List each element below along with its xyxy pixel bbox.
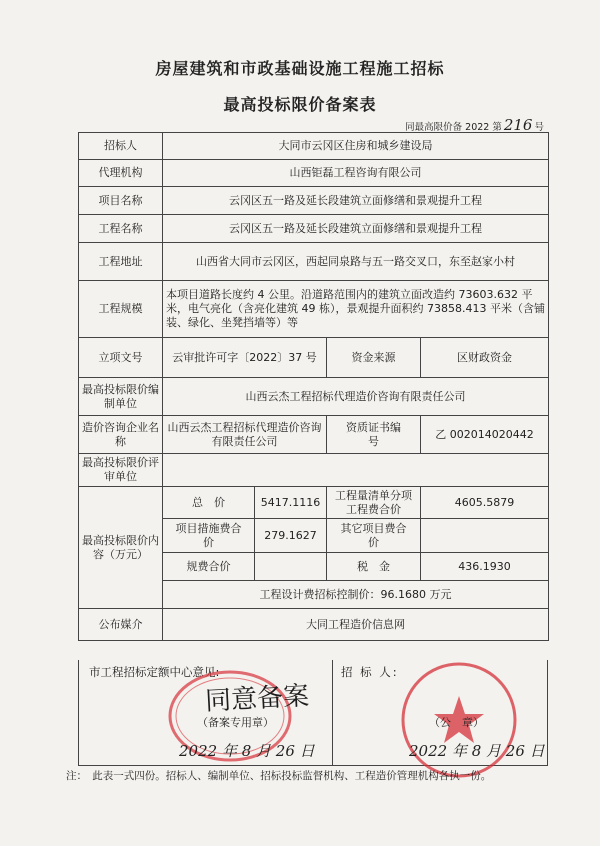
address-label: 工程地址 xyxy=(79,243,163,281)
price-label: 最高投标限价内容（万元） xyxy=(79,487,163,609)
tenderer-value: 大同市云冈区住房和城乡建设局 xyxy=(163,133,549,160)
fees-label: 规费合价 xyxy=(163,553,255,581)
cert-label: 资质证书编 号 xyxy=(327,416,421,454)
document-subtitle: 最高投标限价备案表 xyxy=(223,95,377,114)
other-items-value xyxy=(421,519,549,553)
funds-label: 资金来源 xyxy=(327,338,421,378)
engineering-name-label: 工程名称 xyxy=(79,215,163,243)
official-seal-note: （公 章） xyxy=(429,716,484,729)
doc-number-suffix: 号 xyxy=(534,122,544,133)
design-fee-value: 工程设计费招标控制价：96.1680 万元 xyxy=(163,581,549,609)
reviewer-value xyxy=(163,454,549,487)
tax-value: 436.1930 xyxy=(421,553,549,581)
tenderer-date: 2022 年 8 月 26 日 xyxy=(409,742,545,760)
address-value: 山西省大同市云冈区，西起同泉路与五一路交叉口，东至赵家小村 xyxy=(163,243,549,281)
document-title: 房屋建筑和市政基础设施工程施工招标 xyxy=(155,59,445,78)
subitem-value: 4605.5879 xyxy=(421,487,549,519)
record-seal-note: （备案专用章） xyxy=(197,716,274,729)
agency-label: 代理机构 xyxy=(79,160,163,187)
funds-value: 区财政资金 xyxy=(421,338,549,378)
publish-value: 大同工程造价信息网 xyxy=(163,609,549,641)
other-items-label: 其它项目费合 价 xyxy=(327,519,421,553)
consultant-value: 山西云杰工程招标代理造价咨询有限责任公司 xyxy=(163,416,327,454)
project-name-label: 项目名称 xyxy=(79,187,163,215)
footer-divider xyxy=(332,660,333,765)
center-date: 2022 年 8 月 26 日 xyxy=(179,742,315,760)
cert-value: 乙 002014020442 xyxy=(421,416,549,454)
compiler-label: 最高投标限价编制单位 xyxy=(79,378,163,416)
measures-value: 279.1627 xyxy=(255,519,327,553)
scale-value: 本项目道路长度约 4 公里。沿道路范围内的建筑立面改造约 73603.632 平米，电气亮化（含亮化建筑 49 栋），景观提升面积约 73858.413 平米（含铺装、绿化、坐凳挡墙等）等 xyxy=(163,281,549,338)
reviewer-label: 最高投标限价评审单位 xyxy=(79,454,163,487)
approval-label: 立项文号 xyxy=(79,338,163,378)
fees-value xyxy=(255,553,327,581)
agency-value: 山西钜磊工程咨询有限公司 xyxy=(163,160,549,187)
filing-table xyxy=(78,132,549,641)
doc-number-handwritten: 216 xyxy=(503,116,533,134)
total-value: 5417.1116 xyxy=(255,487,327,519)
publish-label: 公布媒介 xyxy=(79,609,163,641)
measures-label: 项目措施费合 价 xyxy=(163,519,255,553)
tax-label: 税 金 xyxy=(327,553,421,581)
approval-footer xyxy=(78,660,548,766)
consultant-label: 造价咨询企业名称 xyxy=(79,416,163,454)
compiler-value: 山西云杰工程招标代理造价咨询有限责任公司 xyxy=(163,378,549,416)
approval-signature: 同意备案 xyxy=(204,681,310,717)
tenderer-label: 招标人 xyxy=(79,133,163,160)
total-label: 总 价 xyxy=(163,487,255,519)
doc-number-prefix: 同最高限价备 2022 第 xyxy=(405,122,502,133)
footnote: 注： 此表一式四份。招标人、编制单位、招标投标监督机构、工程造价管理机构各执一份。 xyxy=(66,770,492,782)
tenderer-sign-label: 招 标 人: xyxy=(341,665,399,679)
subitem-label: 工程量清单分项工程费合价 xyxy=(327,487,421,519)
scale-label: 工程规模 xyxy=(79,281,163,338)
engineering-name-value: 云冈区五一路及延长段建筑立面修缮和景观提升工程 xyxy=(163,215,549,243)
approval-value: 云审批许可字〔2022〕37 号 xyxy=(163,338,327,378)
center-opinion-label: 市工程招标定额中心意见: xyxy=(89,665,220,679)
project-name-value: 云冈区五一路及延长段建筑立面修缮和景观提升工程 xyxy=(163,187,549,215)
